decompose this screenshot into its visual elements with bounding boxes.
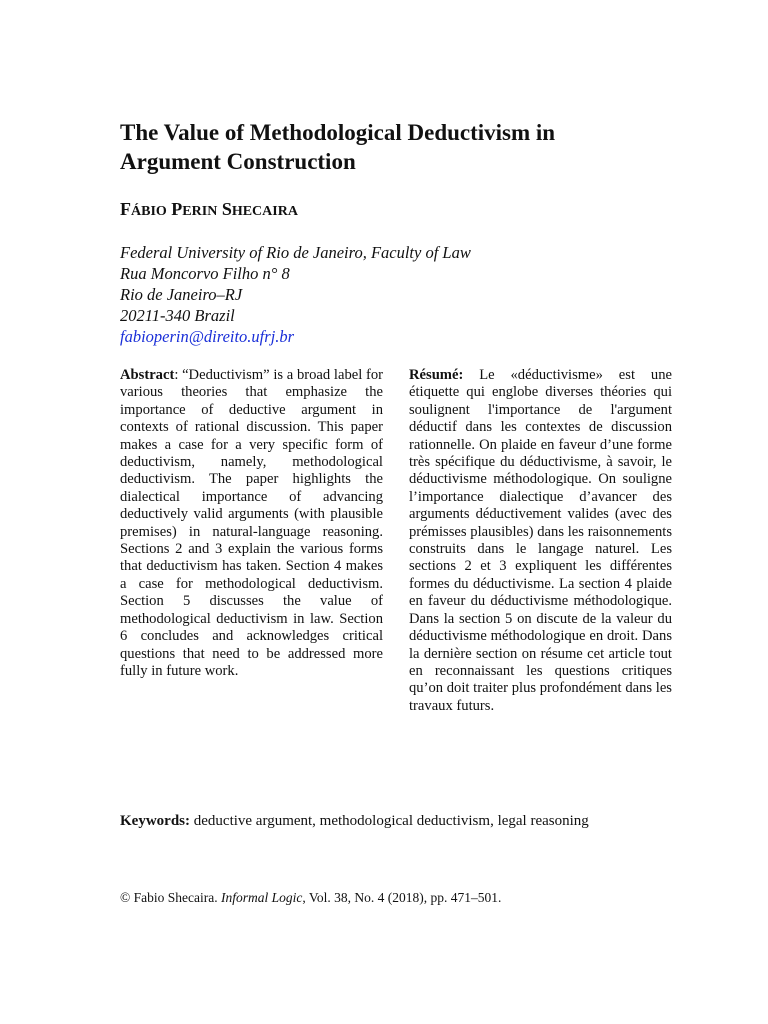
resume-label: Résumé: xyxy=(409,367,464,383)
author-name xyxy=(120,198,672,223)
citation-journal: Informal Logic xyxy=(220,890,303,905)
citation-prefix: © Fabio Shecaira. xyxy=(120,890,221,905)
author-first-initial: F xyxy=(120,199,131,219)
author-middle-initial: P xyxy=(171,199,183,219)
paper-first-page xyxy=(120,118,672,715)
affiliation-city: Rio de Janeiro–RJ xyxy=(120,285,243,304)
abstract-english xyxy=(120,367,383,715)
abstract-french xyxy=(409,367,672,715)
abstract-columns xyxy=(120,367,672,715)
title-line-1: The Value of Methodological Deductivism in xyxy=(120,120,556,145)
paper-title xyxy=(120,118,672,176)
abstract-text: : “Deductivism” is a broad label for various theories that emphasize the importance of deductive argument in contexts of rational discussion. This paper makes a case for a very specific form of deductivism, namely, methodological deductivism. The paper highlights the dialectical importance of advancing deductively valid arguments (with plausible premises) in natural-language reasoning. Sections 2 and 3 explain the various forms that deductivism has taken. Section 4 makes a case for methodological deductivism. Section 5 discusses the value of methodological deductivism in law. Section 6 concludes and acknowledges critical questions that need to be addressed more fully in future work. xyxy=(120,367,383,679)
author-first-rest: ÁBIO xyxy=(131,204,167,219)
author-middle-rest: ERIN xyxy=(182,204,218,219)
author-email-link[interactable]: fabioperin@direito.ufrj.br xyxy=(120,327,295,346)
keywords-text: deductive argument, methodological deductivism, legal reasoning xyxy=(190,813,589,829)
abstract-label: Abstract xyxy=(120,367,175,383)
author-last-rest: HECAIRA xyxy=(231,204,298,219)
citation-line xyxy=(120,889,501,906)
citation-suffix: , Vol. 38, No. 4 (2018), pp. 471–501. xyxy=(302,890,502,905)
title-line-2: Argument Construction xyxy=(120,149,356,174)
author-last-initial: S xyxy=(221,199,232,219)
affiliation-postal: 20211-340 Brazil xyxy=(120,306,235,325)
keywords-label: Keywords: xyxy=(120,813,190,829)
affiliation-institution: Federal University of Rio de Janeiro, Faculty of Law xyxy=(120,243,471,262)
affiliation-street: Rua Moncorvo Filho n° 8 xyxy=(120,264,290,283)
resume-text: Le «déductivisme» est une étiquette qui englobe diverses théories qui soulignent l'importance de l'argument déductif dans les contextes de discussion rationnelle. On plaide en faveur d’une forme très spécifique du déductivisme, à savoir, le déductivisme méthodologique. On souligne l’importance dialectique d’avancer des arguments déductivement valides (avec des prémisses plausibles) dans les raisonnements construits dans le langage naturel. Les sections 2 et 3 expliquent les différentes formes du déductivisme. La section 4 plaide en faveur du déductivisme méthodologique. Dans la section 5 on discute de la valeur du déductivisme méthodologique en droit. Dans la dernière section on résume cet article tout en reconnaissant les questions critiques qu’on doit traiter plus profondément dans les travaux futurs. xyxy=(409,367,672,714)
keywords-line xyxy=(120,812,589,831)
affiliation-block xyxy=(120,242,672,347)
